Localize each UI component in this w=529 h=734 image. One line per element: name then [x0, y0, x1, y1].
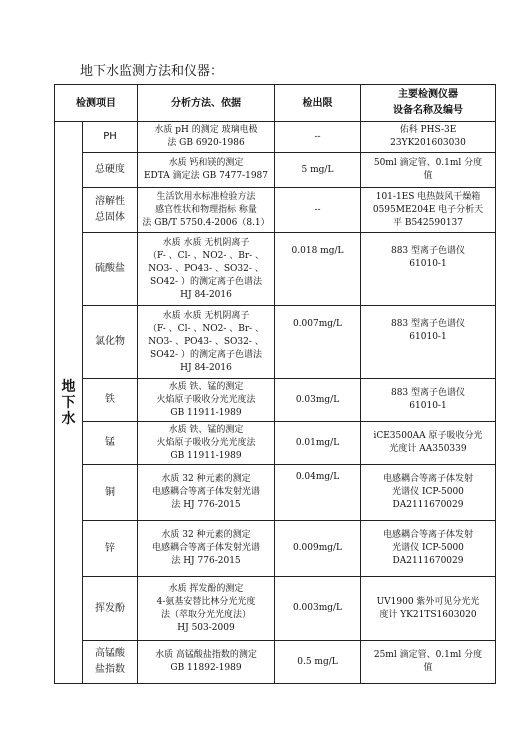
table-row [55, 153, 496, 188]
row-item: 挥发酚 [83, 577, 138, 641]
table-row [55, 233, 496, 306]
row-method: 水质 水质 无机阴离子 （F- 、Cl- 、NO2- 、Br- 、 NO3- 、PO43- 、SO32- 、 SO42- ）的测定离子色谱法 HJ 84-2016 [138, 306, 275, 379]
table-row [55, 641, 496, 684]
row-method: 水质 钙和镁的测定 EDTA 滴定法 GB 7477-1987 [138, 153, 275, 188]
row-limit: 5 mg/L [275, 153, 361, 188]
row-method: 水质 32 种元素的测定 电感耦合等离子体发射光谱 法 HJ 776-2015 [138, 521, 275, 577]
row-item: 氯化物 [83, 306, 138, 379]
row-item: 高锰酸 盐指数 [83, 641, 138, 684]
table-row [55, 306, 496, 379]
row-item: 总硬度 [83, 153, 138, 188]
row-limit: 0.03mg/L [275, 379, 361, 422]
row-limit: 0.003mg/L [275, 577, 361, 641]
row-limit: 0.01mg/L [275, 422, 361, 465]
table-row [55, 379, 496, 422]
row-instrument: iCE3500AA 原子吸收分光 光度计 AA350339 [361, 422, 496, 465]
table-row [55, 521, 496, 577]
row-instrument: 883 型离子色谱仪 61010-1 [361, 233, 496, 306]
row-method: 水质 32 种元素的测定 电感耦合等离子体发射光谱 法 HJ 776-2015 [138, 465, 275, 521]
header-row [55, 85, 496, 122]
row-limit: 0.04mg/L [275, 465, 361, 521]
row-instrument: 50ml 滴定管、0.1ml 分度 值 [361, 153, 496, 188]
row-instrument: 101-1ES 电热鼓风干燥箱 0595ME204E 电子分析天 平 B542590137 [361, 188, 496, 233]
row-limit: 0.5 mg/L [275, 641, 361, 684]
methods-table [54, 84, 496, 684]
row-instrument: 电感耦合等离子体发射 光谱仪 ICP-5000 DA2111670029 [361, 465, 496, 521]
row-limit: 0.009mg/L [275, 521, 361, 577]
header-method: 分析方法、依据 [138, 85, 275, 122]
row-method: 水质 铁、锰的测定 火焰原子吸收分光光度法 GB 11911-1989 [138, 379, 275, 422]
row-method: 水质 铁、锰的测定 火焰原子吸收分光光度法 GB 11911-1989 [138, 422, 275, 465]
row-item: 锌 [83, 521, 138, 577]
table-row [55, 465, 496, 521]
row-limit: -- [275, 188, 361, 233]
header-instrument: 主要检测仪器 设备名称及编号 [361, 85, 496, 122]
page-title: 地下水监测方法和仪器： [80, 64, 224, 79]
header-limit: 检出限 [275, 85, 361, 122]
row-instrument: 佑科 PHS-3E 23YK201603030 [361, 122, 496, 153]
row-limit: 0.007mg/L [275, 306, 361, 379]
row-method: 水质 高锰酸盐指数的测定 GB 11892-1989 [138, 641, 275, 684]
table-row [55, 122, 496, 153]
table-row [55, 188, 496, 233]
row-instrument: 883 型离子色谱仪 61010-1 [361, 379, 496, 422]
row-item: 硫酸盐 [83, 233, 138, 306]
table-row [55, 422, 496, 465]
row-instrument: 25ml 滴定管、0.1ml 分度 值 [361, 641, 496, 684]
row-instrument: 电感耦合等离子体发射 光谱仪 ICP-5000 DA2111670029 [361, 521, 496, 577]
row-item: 溶解性 总固体 [83, 188, 138, 233]
row-method: 水质 挥发酚的测定 4-氨基安替比林分光光度 法（萃取分光光度法） HJ 503-2009 [138, 577, 275, 641]
row-item: 铜 [83, 465, 138, 521]
row-item: 铁 [83, 379, 138, 422]
header-item: 检测项目 [55, 85, 138, 122]
row-method: 生活饮用水标准检验方法 感官性状和物理指标 称量 法 GB/T 5750.4-2006（8.1） [138, 188, 275, 233]
row-instrument: 883 型离子色谱仪 61010-1 [361, 306, 496, 379]
table-row [55, 577, 496, 641]
row-instrument: UV1900 紫外可见分光光 度计 YK21TS1603020 [361, 577, 496, 641]
row-method: 水质 pH 的测定 玻璃电极 法 GB 6920-1986 [138, 122, 275, 153]
row-limit: -- [275, 122, 361, 153]
group-label: 地 下 水 [55, 122, 83, 684]
row-method: 水质 水质 无机阴离子 （F- 、Cl- 、NO2- 、Br- 、 NO3- 、PO43- 、SO32- 、 SO42- ）的测定离子色谱法 HJ 84-2016 [138, 233, 275, 306]
row-item: 锰 [83, 422, 138, 465]
row-item: PH [83, 122, 138, 153]
row-limit: 0.018 mg/L [275, 233, 361, 306]
